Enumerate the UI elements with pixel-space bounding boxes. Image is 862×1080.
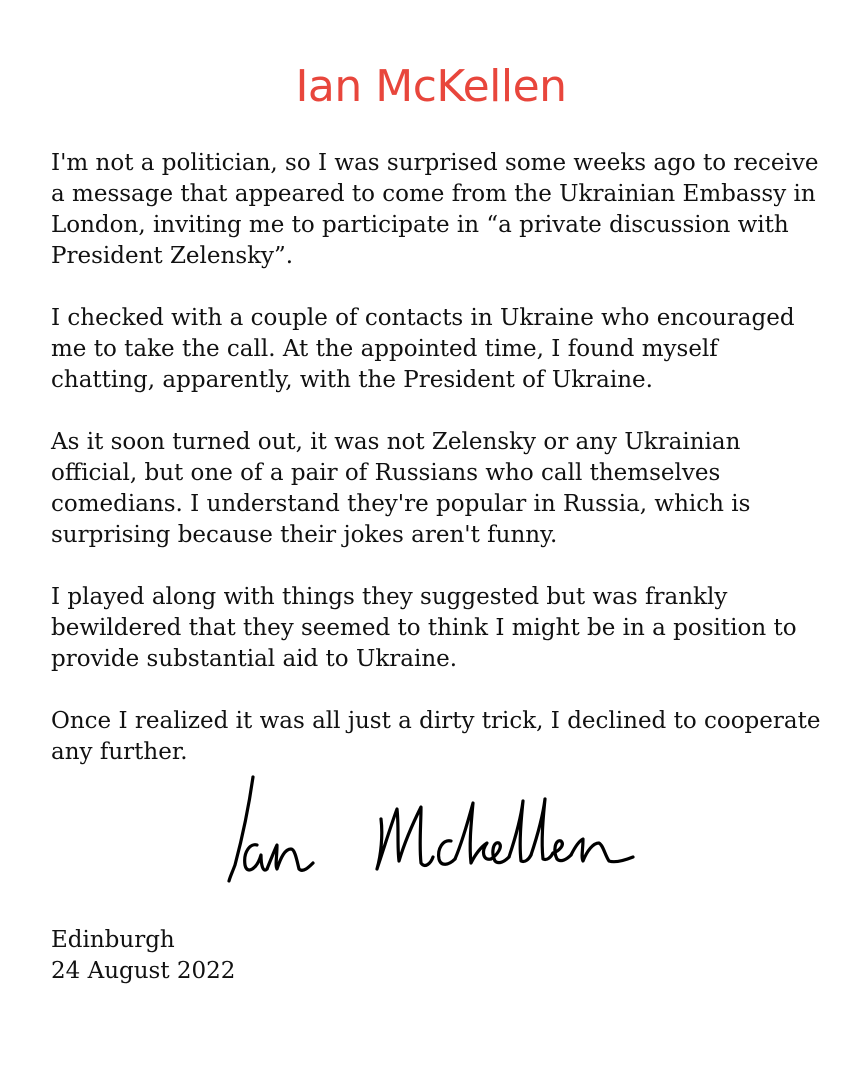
page-title: Ian McKellen <box>295 61 567 112</box>
letter-paragraph: I checked with a couple of contacts in Ukraine who encouraged me to take the call. At the appointed time, I found myself chatting, apparently, with the President of Ukraine. <box>51 305 795 393</box>
place-and-date <box>51 925 235 987</box>
letter-place: Edinburgh <box>51 927 175 953</box>
letter-body <box>51 148 823 799</box>
letter-paragraph: As it soon turned out, it was not Zelensky or any Ukrainian official, but one of a pair of Russians who call themselves comedians. I understand they're popular in Russia, which is surprising because their jokes aren't funny. <box>51 429 751 548</box>
handwritten-signature <box>205 765 665 895</box>
letter-paragraph: I played along with things they suggested but was frankly bewildered that they seemed to think I might be in a position to provide substantial aid to Ukraine. <box>51 584 797 672</box>
letter-paragraph: Once I realized it was all just a dirty trick, I declined to cooperate any further. <box>51 708 821 765</box>
letter-paragraph: I'm not a politician, so I was surprised some weeks ago to receive a message that appeared to come from the Ukrainian Embassy in London, inviting me to participate in “a private discussion with President Zelensky”. <box>51 150 819 269</box>
letter-date: 24 August 2022 <box>51 958 236 984</box>
